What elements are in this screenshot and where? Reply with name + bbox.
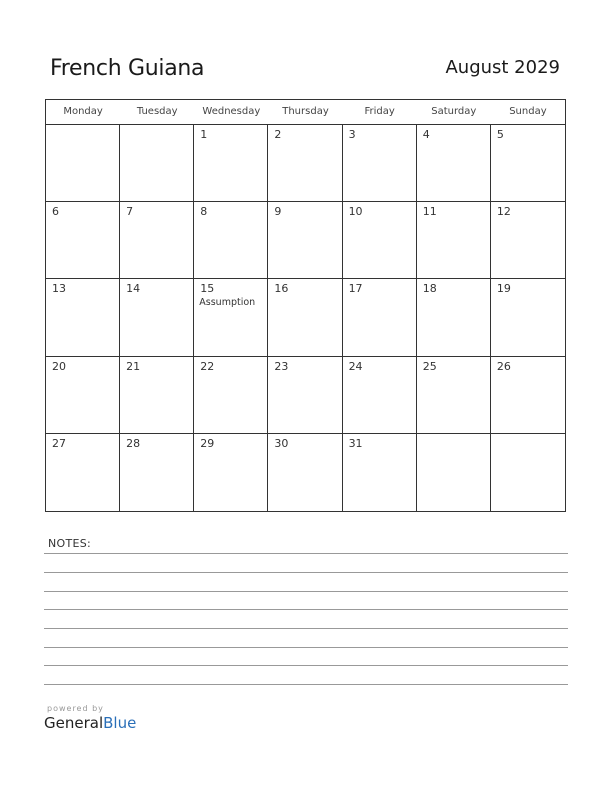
note-line (44, 684, 568, 685)
powered-by-text: powered by (47, 704, 104, 713)
day-number: 6 (52, 205, 59, 219)
day-cell (417, 279, 491, 356)
holiday-label: Assumption (199, 297, 256, 309)
day-number: 3 (348, 128, 356, 141)
weekday-label: Sunday (509, 106, 547, 117)
day-cell (343, 434, 417, 511)
brand-name-blue: Blue (103, 714, 137, 732)
day-cell (194, 434, 268, 511)
weekday-label: Friday (364, 106, 395, 117)
day-number: 24 (348, 359, 363, 373)
day-cell (343, 357, 417, 434)
day-cell (491, 279, 565, 356)
day-cell (194, 202, 268, 279)
brand-logo (44, 704, 136, 732)
month-year-title: August 2029 (445, 57, 560, 78)
note-line (44, 609, 568, 610)
day-cell (491, 434, 565, 511)
day-cell (417, 202, 491, 279)
day-number: 4 (422, 128, 430, 141)
note-line (44, 628, 568, 629)
weekday-label: Thursday (282, 106, 329, 117)
day-number: 1 (200, 128, 208, 141)
day-number: 8 (200, 205, 208, 219)
weekday-header-row (46, 100, 565, 125)
day-cell (491, 357, 565, 434)
day-number: 23 (274, 359, 289, 373)
weekday-label: Tuesday (136, 106, 178, 117)
day-cell (491, 125, 565, 202)
note-line (44, 647, 568, 648)
day-cell (194, 357, 268, 434)
day-cell (120, 357, 194, 434)
day-number: 10 (348, 205, 363, 219)
day-cell (120, 434, 194, 511)
day-number: 7 (126, 205, 134, 219)
day-number: 19 (496, 282, 511, 296)
day-cell (268, 357, 342, 434)
brand-name-general: General (44, 714, 104, 732)
day-cell (417, 125, 491, 202)
day-cell (194, 125, 268, 202)
weekday-label: Monday (63, 106, 103, 117)
day-number: 27 (52, 436, 66, 450)
day-cell (268, 202, 342, 279)
weekday-label: Saturday (431, 106, 477, 117)
page-title: French Guiana (50, 56, 205, 81)
day-number: 17 (348, 282, 363, 296)
day-number: 12 (496, 205, 511, 219)
day-number: 5 (496, 128, 504, 141)
day-number: 18 (422, 282, 437, 296)
brand-name (44, 714, 136, 732)
day-number: 30 (274, 436, 289, 450)
day-number: 21 (126, 359, 141, 373)
day-number: 28 (126, 436, 141, 450)
day-cell (194, 279, 268, 356)
day-cell (343, 202, 417, 279)
day-number: 15 (200, 282, 215, 296)
day-number: 31 (348, 436, 363, 450)
day-cell (120, 202, 194, 279)
day-number: 14 (126, 282, 141, 296)
day-number: 13 (52, 282, 66, 296)
note-line (44, 553, 568, 554)
day-cell (46, 434, 120, 511)
day-number: 20 (52, 359, 66, 373)
day-number: 9 (274, 205, 282, 219)
weekday-label: Wednesday (202, 106, 261, 117)
calendar-grid (45, 99, 566, 512)
day-cell (491, 202, 565, 279)
day-number: 11 (422, 205, 437, 219)
day-cell (268, 125, 342, 202)
day-number: 26 (496, 359, 511, 373)
day-cell (46, 125, 120, 202)
notes-label: NOTES: (48, 537, 92, 550)
day-cell (46, 357, 120, 434)
day-number: 16 (274, 282, 289, 296)
calendar-days (46, 125, 565, 511)
day-number: 2 (274, 128, 282, 141)
note-line (44, 665, 568, 666)
day-cell (343, 125, 417, 202)
day-cell (120, 279, 194, 356)
day-cell (417, 434, 491, 511)
day-cell (120, 125, 194, 202)
day-cell (46, 202, 120, 279)
day-cell (268, 279, 342, 356)
day-cell (343, 279, 417, 356)
note-line (44, 591, 568, 592)
day-number: 29 (200, 436, 215, 450)
day-cell (268, 434, 342, 511)
day-cell (417, 357, 491, 434)
note-line (44, 572, 568, 573)
day-number: 25 (422, 359, 437, 373)
day-number: 22 (200, 359, 215, 373)
day-cell (46, 279, 120, 356)
